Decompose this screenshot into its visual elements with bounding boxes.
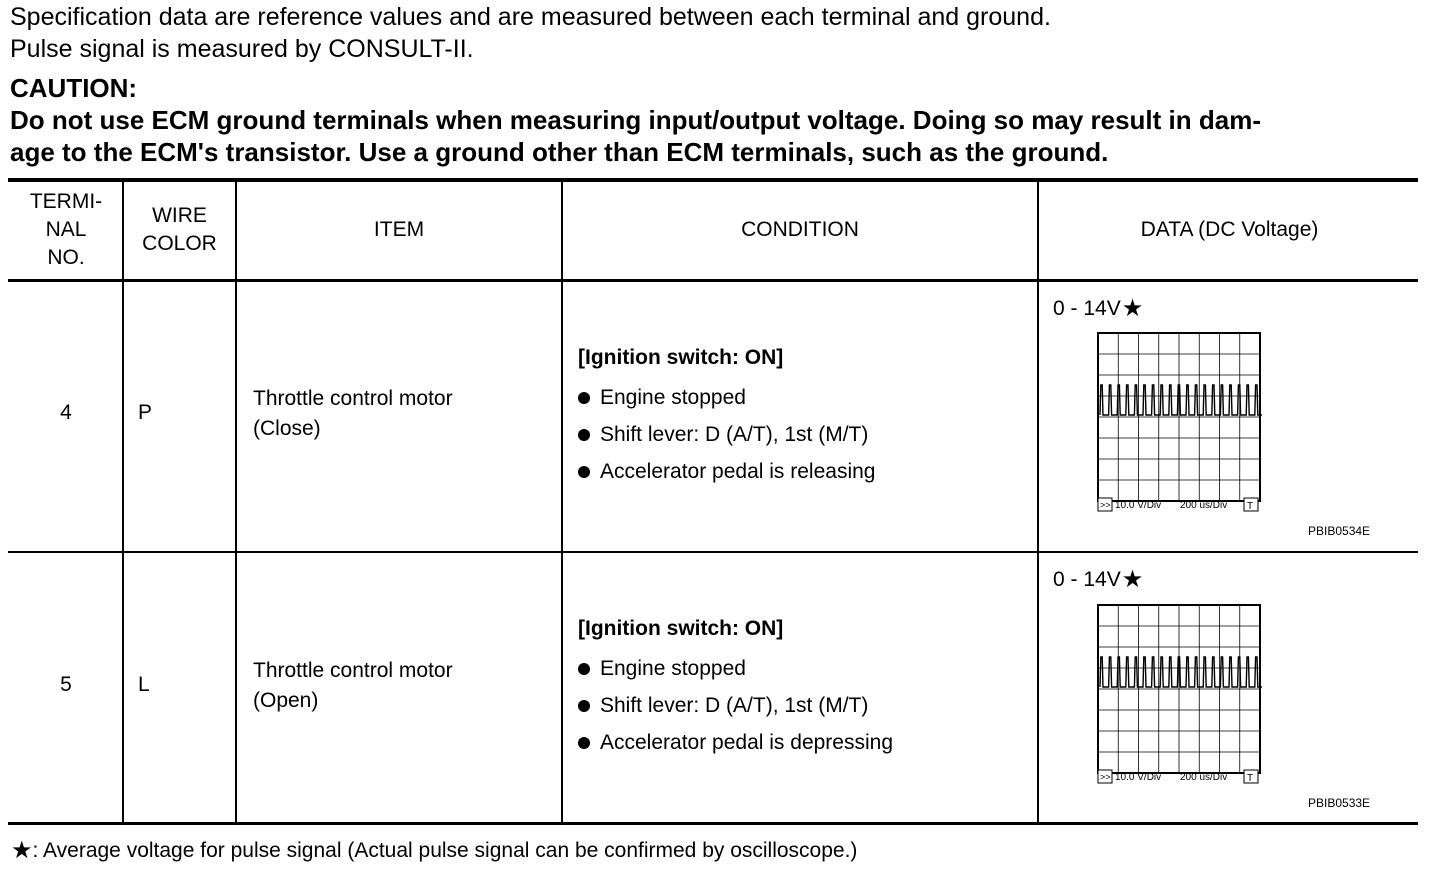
header-wire-color <box>124 182 235 278</box>
condition-bullet: Engine stopped <box>578 379 875 416</box>
scope-grid <box>1098 333 1260 501</box>
row-item <box>253 384 453 444</box>
scope-volt-label: 10.0 V/Div <box>1115 500 1162 511</box>
header-terminal-line: NAL <box>45 218 87 241</box>
row-item-line: (Close) <box>253 417 321 440</box>
condition-bullet: Shift lever: D (A/T), 1st (M/T) <box>578 416 875 453</box>
condition-bullet: Shift lever: D (A/T), 1st (M/T) <box>578 687 893 724</box>
condition-title: [Ignition switch: ON] <box>578 346 784 369</box>
caution-line-2: age to the ECM's transistor. Use a ground other than ECM terminals, such as the ground. <box>10 137 1109 167</box>
condition-bullet: Engine stopped <box>578 650 893 687</box>
star-icon: ★ <box>11 837 33 864</box>
scope-trigger: T <box>1247 773 1254 784</box>
condition-bullet: Accelerator pedal is releasing <box>578 453 875 490</box>
bullet-dot-icon <box>578 737 590 749</box>
star-icon: ★ <box>1121 295 1144 322</box>
bullet-dot-icon <box>578 429 590 441</box>
row-item-line: (Open) <box>253 689 319 712</box>
header-wire-line: COLOR <box>142 232 217 255</box>
scope-trigger: T <box>1247 501 1254 512</box>
data-value: 0 - 14V ★ <box>1053 295 1144 322</box>
caution-title: CAUTION: <box>10 73 138 103</box>
bullet-dot-icon <box>578 663 590 675</box>
oscilloscope-waveform <box>1096 603 1262 785</box>
intro-line-2: Pulse signal is measured by CONSULT-II. <box>10 35 474 63</box>
bullet-dot-icon <box>578 392 590 404</box>
row-condition <box>578 614 893 761</box>
scope-prefix: >> <box>1100 772 1111 782</box>
row-item <box>253 656 453 716</box>
star-icon: ★ <box>1121 566 1144 593</box>
row-terminal-no: 5 <box>60 673 72 696</box>
condition-title: [Ignition switch: ON] <box>578 617 784 640</box>
header-data: DATA (DC Voltage) <box>1140 218 1319 241</box>
bullet-dot-icon <box>578 700 590 712</box>
row-wire-color: L <box>138 673 150 696</box>
scope-prefix: >> <box>1100 500 1111 510</box>
scope-volt-label: 10.0 V/Div <box>1115 772 1162 783</box>
caution-line-1: Do not use ECM ground terminals when measuring input/output voltage. Doing so may result in dam- <box>10 105 1261 135</box>
figure-id: PBIB0534E <box>1308 524 1371 538</box>
figure-id: PBIB0533E <box>1308 796 1371 810</box>
header-terminal-no <box>10 182 122 278</box>
caution-body <box>10 104 1420 168</box>
scope-time-label: 200 us/Div <box>1180 500 1228 511</box>
header-item: ITEM <box>373 218 425 241</box>
bullet-dot-icon <box>578 466 590 478</box>
row-terminal-no: 4 <box>60 401 72 424</box>
footnote <box>10 836 857 865</box>
table-bottom-rule <box>8 822 1418 825</box>
scope-grid <box>1098 605 1260 773</box>
scope-time-label: 200 us/Div <box>1180 772 1228 783</box>
header-terminal-line: TERMI- <box>29 190 103 213</box>
condition-bullet: Accelerator pedal is depressing <box>578 724 893 761</box>
header-condition: CONDITION <box>741 218 859 241</box>
oscilloscope-waveform <box>1096 331 1262 513</box>
header-terminal-line: NO. <box>47 246 85 269</box>
pulse-trace <box>1100 385 1262 415</box>
pulse-trace <box>1100 657 1262 687</box>
row-item-line: Throttle control motor <box>253 387 453 410</box>
row-condition <box>578 343 875 490</box>
table-row-divider <box>8 551 1418 553</box>
table-header-rule <box>8 279 1418 282</box>
row-wire-color: P <box>138 401 153 424</box>
intro-line-1: Specification data are reference values and are measured between each terminal and ground. <box>10 3 1051 31</box>
footnote-text: : Average voltage for pulse signal (Actual pulse signal can be confirmed by oscilloscope.) <box>32 838 858 862</box>
data-value: 0 - 14V ★ <box>1053 566 1144 593</box>
row-item-line: Throttle control motor <box>253 659 453 682</box>
header-wire-line: WIRE <box>152 204 207 227</box>
